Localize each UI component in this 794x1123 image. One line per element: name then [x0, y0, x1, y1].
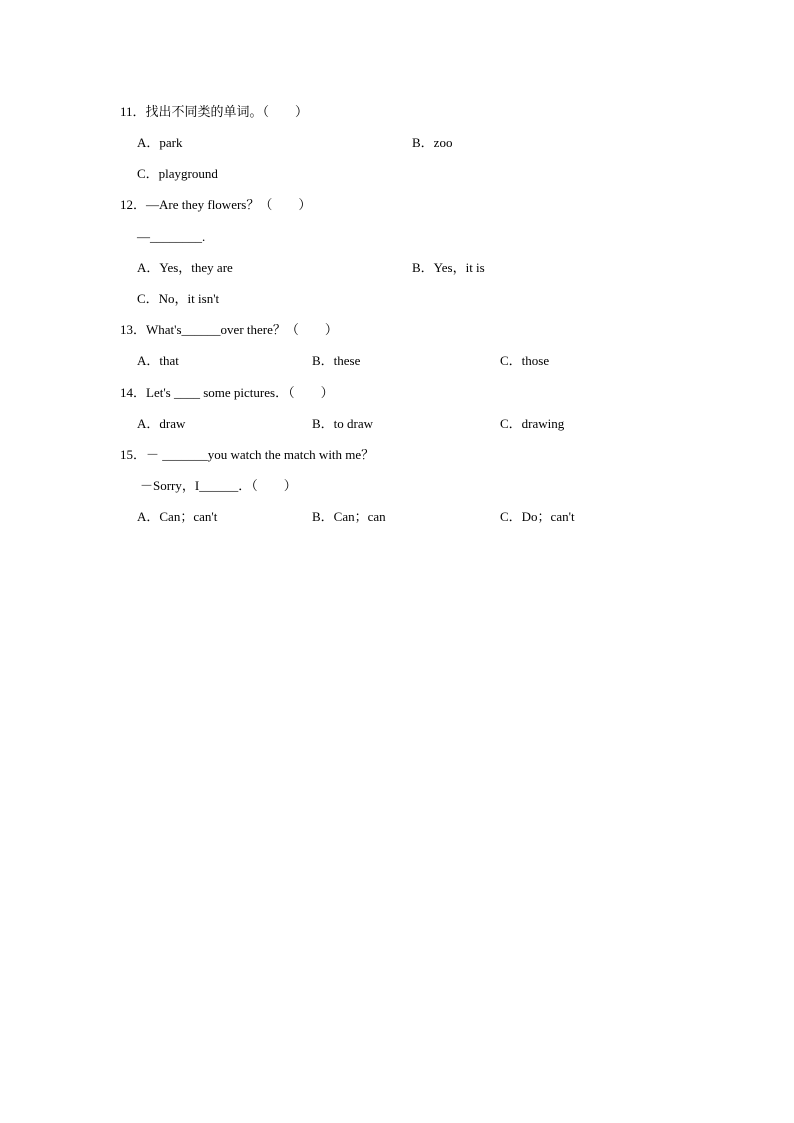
question-15-option-b: B．Can；can	[312, 509, 386, 524]
question-11-option-b: B．zoo	[412, 135, 453, 150]
question-14-option-b: B．to draw	[312, 416, 374, 431]
question-15-answer-line: －Sorry，I______．（ ）	[140, 478, 297, 493]
question-14-stem: 14．Let's ____ some pictures．（ ）	[120, 385, 334, 400]
question-13-stem: 13．What's______over there？（ ）	[120, 322, 338, 337]
question-12-stem: 12．—Are they flowers？（ ）	[120, 197, 312, 212]
question-11-option-a: A．park	[137, 135, 183, 150]
question-15-option-a: A．Can；can't	[137, 509, 218, 524]
question-14-option-c: C．drawing	[500, 416, 565, 431]
question-14-option-a: A．draw	[137, 416, 186, 431]
question-13-option-c: C．those	[500, 353, 550, 368]
question-15-option-c: C．Do；can't	[500, 509, 575, 524]
question-13-option-b: B．these	[312, 353, 361, 368]
question-12-option-c: C．No，it isn't	[137, 291, 220, 306]
question-12-option-a: A．Yes，they are	[137, 260, 233, 275]
question-12-option-b: B．Yes，it is	[412, 260, 485, 275]
question-12-answer-line: —________.	[137, 229, 206, 244]
question-11-option-c: C．playground	[137, 166, 218, 181]
question-11-stem: 11．找出不同类的单词。（ ）	[120, 104, 309, 119]
question-15-stem: 15．－ _______you watch the match with me？	[120, 447, 375, 462]
question-13-option-a: A．that	[137, 353, 179, 368]
